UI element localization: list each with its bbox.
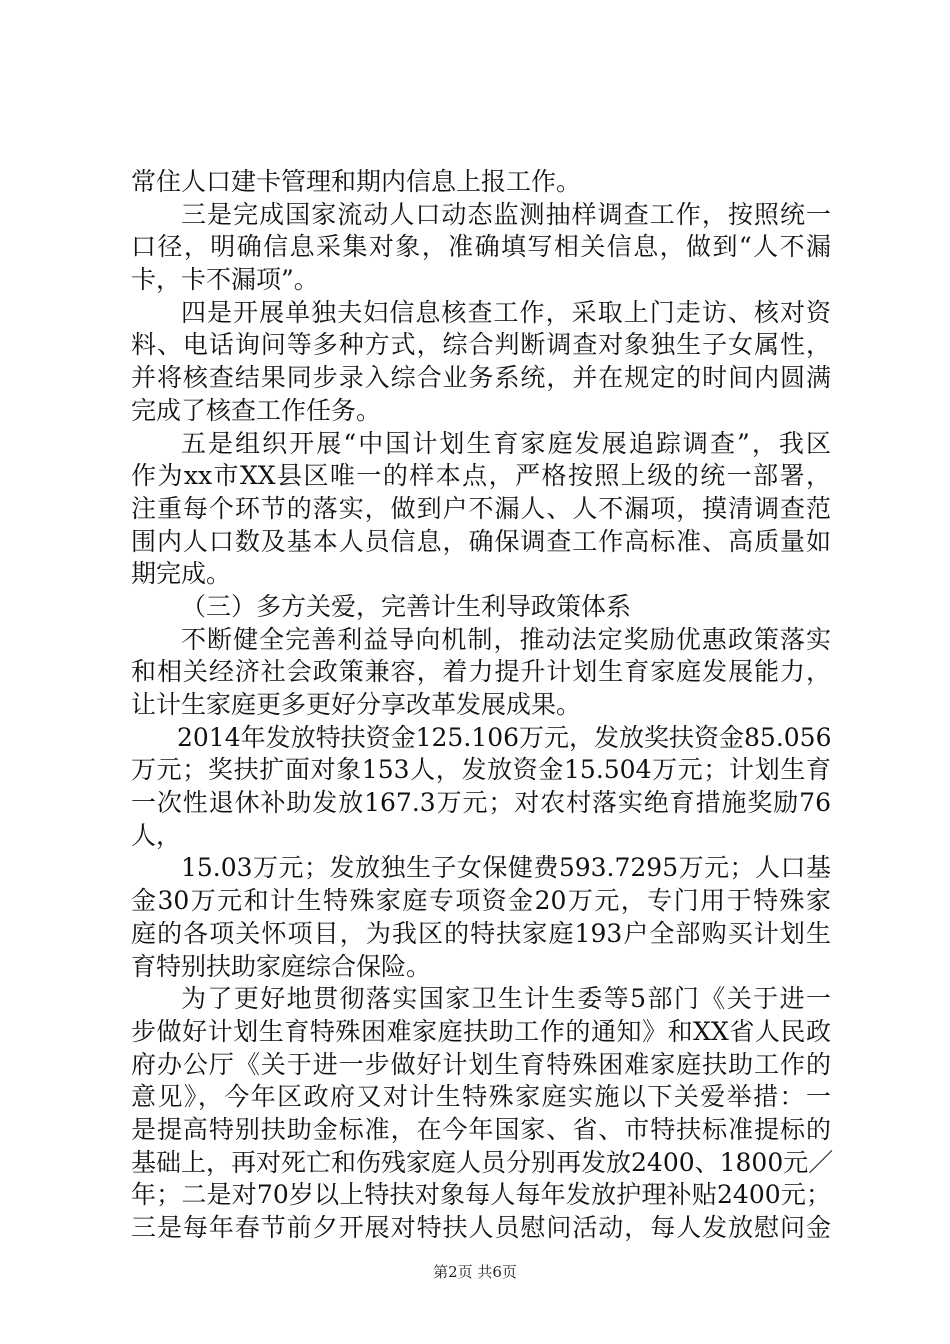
section-heading: （三）多方关爱，完善计生利导政策体系 [181,591,632,621]
text-line: 意见》，今年区政府又对计生特殊家庭实施以下关爱举措：一 [131,1082,831,1112]
text-line: 口径，明确信息采集对象，准确填写相关信息，做到“人不漏 [131,232,831,262]
text-line: 四是开展单独夫妇信息核查工作，采取上门走访、核对资 [181,297,831,327]
text-line: 庭的各项关怀项目，为我区的特扶家庭193户全部购买计划生 [131,918,831,948]
text-line: 一次性退休补助发放167.3万元；对农村落实绝育措施奖励76 [131,788,831,818]
text-line: 五是组织开展“中国计划生育家庭发展追踪调查”，我区 [181,428,831,458]
text-line: 步做好计划生育特殊困难家庭扶助工作的通知》和XX省人民政 [131,1016,831,1046]
text-line: 为了更好地贯彻落实国家卫生计生委等5部门《关于进一 [181,984,831,1014]
text-line: 料、电话询问等多种方式，综合判断调查对象独生子女属性， [131,330,831,360]
page-number: 第2页 共6页 [433,1263,517,1281]
text-line: 作为xx市XX县区唯一的样本点，严格按照上级的统一部署， [131,461,831,491]
text-line: 完成了核查工作任务。 [131,395,382,425]
document-body [131,166,834,1245]
text-line: 期完成。 [131,559,232,589]
text-line: 万元；奖扶扩面对象153人，发放资金15.504万元；计划生育 [131,755,831,785]
text-line: 三是每年春节前夕开展对特扶人员慰问活动，每人发放慰问金 [131,1213,831,1242]
text-line: 注重每个环节的落实，做到户不漏人、人不漏项，摸清调查范 [131,493,831,523]
text-line: 基础上，再对死亡和伤残家庭人员分别再发放2400、1800元／ [131,1147,834,1177]
text-line: 和相关经济社会政策兼容，着力提升计划生育家庭发展能力， [131,657,831,687]
text-line: 15.03万元；发放独生子女保健费593.7295万元；人口基 [181,853,831,883]
text-line: 是提高特别扶助金标准，在今年国家、省、市特扶标准提标的 [131,1114,831,1144]
text-line: 人， [131,820,182,850]
text-line: 三是完成国家流动人口动态监测抽样调查工作，按照统一 [181,199,831,229]
text-line: 2014年发放特扶资金125.106万元，发放奖扶资金85.056 [177,722,832,752]
text-line: 不断健全完善利益导向机制，推动法定奖励优惠政策落实 [181,624,831,654]
text-line: 府办公厅《关于进一步做好计划生育特殊困难家庭扶助工作的 [131,1049,831,1079]
text-line: 围内人口数及基本人员信息，确保调查工作高标准、高质量如 [131,526,831,556]
text-line: 金30万元和计生特殊家庭专项资金20万元，专门用于特殊家 [131,886,831,916]
text-line: 让计生家庭更多更好分享改革发展成果。 [131,690,582,719]
text-line: 卡，卡不漏项”。 [131,265,319,295]
text-line: 年；二是对70岁以上特扶对象每人每年发放护理补贴2400元； [131,1180,831,1210]
text-line: 并将核查结果同步录入综合业务系统，并在规定的时间内圆满 [131,363,831,393]
text-line: 育特别扶助家庭综合保险。 [131,951,432,981]
text-line: 常住人口建卡管理和期内信息上报工作。 [131,167,582,196]
page-footer [0,1263,950,1281]
